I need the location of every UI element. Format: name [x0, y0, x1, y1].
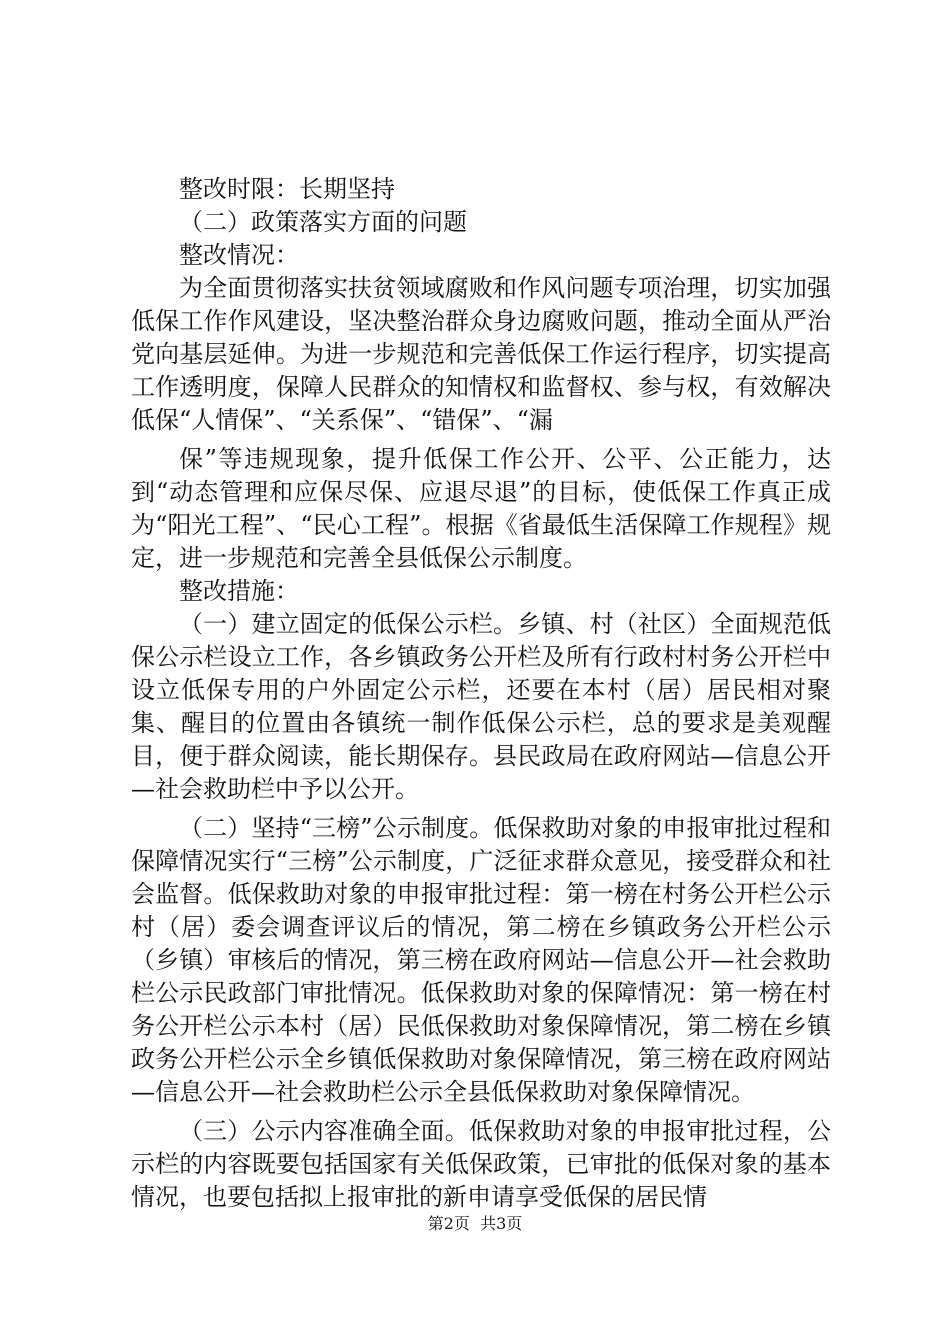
status-paragraph-continued: 保”等违规现象，提升低保工作公开、公平、公正能力，达到“动态管理和应保尽保、应退尽退”的目标，使低保工作真正成为“阳光工程”、“民心工程”。根据《省最低生活保障工作规程》规定，进一步规范和完善全县低保公示制度。 [131, 445, 831, 572]
measure-paragraph-2: （二）坚持“三榜”公示制度。低保救助对象的申报审批过程和保障情况实行“三榜”公示制度，广泛征求群众意见，接受群众和社会监督。低保救助对象的申报审批过程：第一榜在村务公开栏公示村（居）委会调查评议后的情况，第二榜在乡镇政务公开栏公示（乡镇）审核后的情况，第三榜在政府网站—信息公开—社会救助栏公示民政部门审批情况。低保救助对象的保障情况：第一榜在村务公开栏公示本村（居）民低保救助对象保障情况，第二榜在乡镇政务公开栏公示全乡镇低保救助对象保障情况，第三榜在政府网站—信息公开—社会救助栏公示全县低保救助对象保障情况。 [131, 814, 831, 1106]
status-heading: 整改情况： [179, 241, 299, 269]
page-number: 第2页 共3页 [427, 1214, 523, 1233]
document-body [131, 173, 831, 1214]
measure-paragraph-3: （三）公示内容准确全面。低保救助对象的申报审批过程，公示栏的内容既要包括国家有关低保政策，已审批的低保对象的基本情况，也要包括拟上报审批的新申请享受低保的居民情 [131, 1117, 831, 1211]
measure-paragraph-1: （一）建立固定的低保公示栏。乡镇、村（社区）全面规范低保公示栏设立工作，各乡镇政务公开栏及所有行政村村务公开栏中设立低保专用的户外固定公示栏，还要在本村（居）居民相对聚集、醒目的位置由各镇统一制作低保公示栏，总的要求是美观醒目，便于群众阅读，能长期保存。县民政局在政府网站—信息公开—社会救助栏中予以公开。 [131, 610, 831, 803]
section-heading-policy: （二）政策落实方面的问题 [179, 208, 467, 236]
measures-heading: 整改措施： [179, 577, 299, 605]
status-paragraph: 为全面贯彻落实扶贫领域腐败和作风问题专项治理，切实加强低保工作作风建设，坚决整治群众身边腐败问题，推动全面从严治党向基层延伸。为进一步规范和完善低保工作运行程序，切实提高工作透明度，保障人民群众的知情权和监督权、参与权，有效解决低保“人情保”、“关系保”、“错保”、“漏 [131, 274, 831, 434]
page-footer [0, 1214, 950, 1234]
deadline-line: 整改时限：长期坚持 [179, 175, 395, 203]
